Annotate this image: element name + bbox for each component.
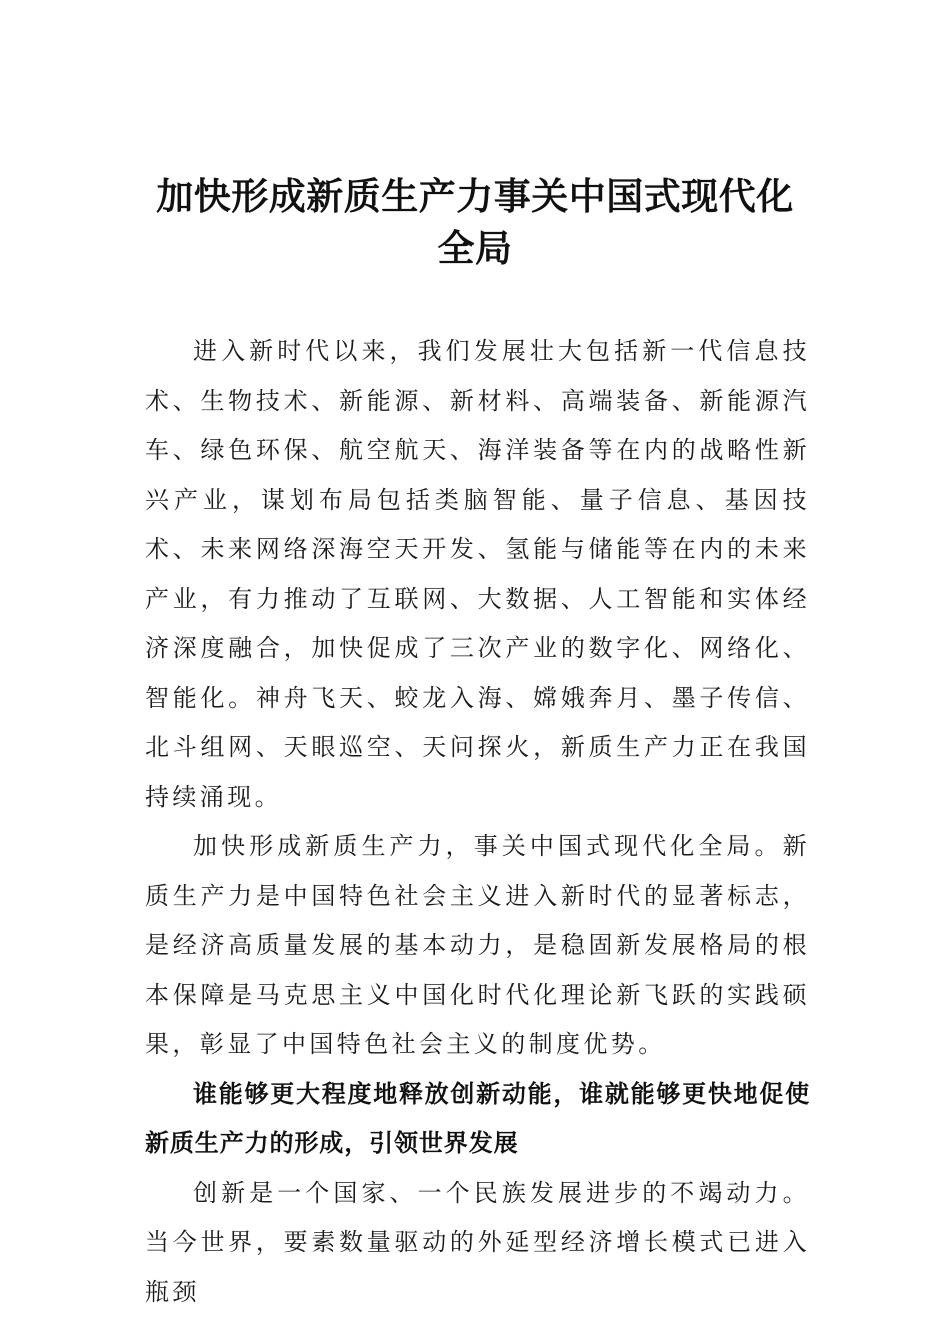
page-title: 加快形成新质生产力事关中国式现代化全局 [156, 174, 794, 270]
document-body [145, 327, 810, 1317]
section-subheading: 谁能够更大程度地释放创新动能，谁就能够更快地促使新质生产力的形成，引领世界发展 [145, 1079, 810, 1157]
paragraph-2: 加快形成新质生产力，事关中国式现代化全局。新质生产力是中国特色社会主义进入新时代的显著标志，是经济高质量发展的基本动力，是稳固新发展格局的根本保障是马克思主义中国化时代化理论新飞跃的实践硕果，彰显了中国特色社会主义的制度优势。 [145, 832, 810, 1058]
paragraph-1: 进入新时代以来，我们发展壮大包括新一代信息技术、生物技术、新能源、新材料、高端装备、新能源汽车、绿色环保、航空航天、海洋装备等在内的战略性新兴产业，谋划布局包括类脑智能、量子信息、基因技术、未来网络深海空天开发、氢能与储能等在内的未来产业，有力推动了互联网、大数据、人工智能和实体经济深度融合，加快促成了三次产业的数字化、网络化、智能化。神舟飞天、蛟龙入海、嫦娥奔月、墨子传信、北斗组网、天眼巡空、天问探火，新质生产力正在我国持续涌现。 [145, 337, 810, 811]
paragraph-3: 创新是一个国家、一个民族发展进步的不竭动力。当今世界，要素数量驱动的外延型经济增长模式已进入瓶颈 [145, 1178, 810, 1306]
